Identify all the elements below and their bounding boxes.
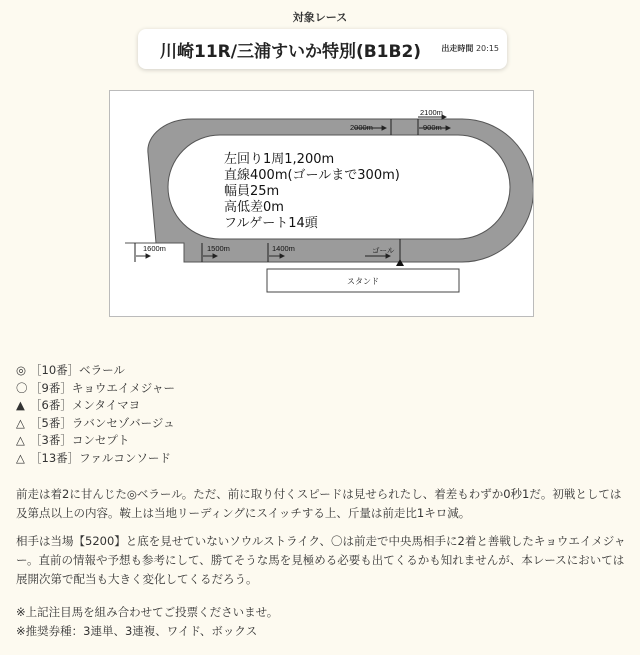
pick-mark: △ <box>16 433 25 447</box>
marker-2100m: 2100m <box>420 108 443 117</box>
marker-1400m: 1400m <box>272 244 295 253</box>
pick-item <box>16 415 175 433</box>
pick-text: ［5番］ラバンセゾバージュ <box>30 415 175 430</box>
pick-item <box>16 362 175 380</box>
race-time <box>441 43 499 54</box>
pick-mark: ▲ <box>16 398 25 412</box>
comment-paragraph-2: 相手は当場【5200】と底を見せていないソウルストライク、〇は前走で中央馬相手に2着と善戦したキョウエイメジャー。直前の情報や予想も参考にして、勝てそうな馬を見極める必要も出てくるかも知れませんが、本レースにおいては展開次第で配当も大きく変化してくるだろう。 <box>16 534 626 586</box>
pick-item <box>16 397 175 415</box>
course-info-line: 幅員25m <box>224 184 280 199</box>
course-info <box>224 152 400 232</box>
marker-900m: 900m <box>423 123 442 132</box>
pick-text: ［3番］コンセプト <box>30 433 130 447</box>
course-info-line: 高低差0m <box>224 200 284 215</box>
course-info-line: 直線400m(ゴールまで300m) <box>224 168 400 183</box>
marker-2000m: 2000m <box>350 123 373 132</box>
pick-item <box>16 450 175 468</box>
note-line: ※上記注目馬を組み合わせてご投票くださいませ。 <box>16 605 279 619</box>
pick-mark: 〇 <box>16 380 28 395</box>
race-time-value: 20:15 <box>475 44 499 53</box>
goal-label: ゴール <box>372 246 395 255</box>
note-line: ※推奨券種：3連単、3連複、ワイド、ボックス <box>16 624 258 638</box>
pick-text: ［10番］ベラール <box>30 363 125 377</box>
race-card <box>138 29 507 69</box>
pick-text: ［13番］ファルコンソード <box>30 450 171 465</box>
pick-mark: △ <box>16 415 25 430</box>
pick-text: ［6番］メンタイマヨ <box>30 398 141 412</box>
pick-mark: △ <box>16 450 25 465</box>
race-time-label: 出走時間 <box>441 44 474 53</box>
notes <box>16 603 278 641</box>
course-info-line: フルゲート14頭 <box>224 216 318 231</box>
course-info-line: 左回り1周1,200m <box>224 152 335 167</box>
stand-label: スタンド <box>347 277 379 286</box>
race-name: 川崎11R/三浦すいか特別(B1B2) <box>160 42 422 62</box>
pick-mark: ◎ <box>16 363 27 377</box>
marker-1600m: 1600m <box>143 244 166 253</box>
section-title: 対象レース <box>292 11 348 24</box>
comment-paragraph-1: 前走は着2に甘んじた◎ベラール。ただ、前に取り付くスピードは見せられたし、着差もわずか0秒1だ。初戦としては及第点以上の内容。鞍上は当地リーディングにスイッチする上、斤量は前走比1キロ減。 <box>16 487 622 520</box>
pick-list <box>16 362 175 467</box>
pick-item <box>16 380 175 398</box>
pick-item <box>16 432 175 450</box>
marker-1500m: 1500m <box>207 244 230 253</box>
pick-text: ［9番］キョウエイメジャー <box>30 380 175 395</box>
course-map <box>109 90 534 317</box>
